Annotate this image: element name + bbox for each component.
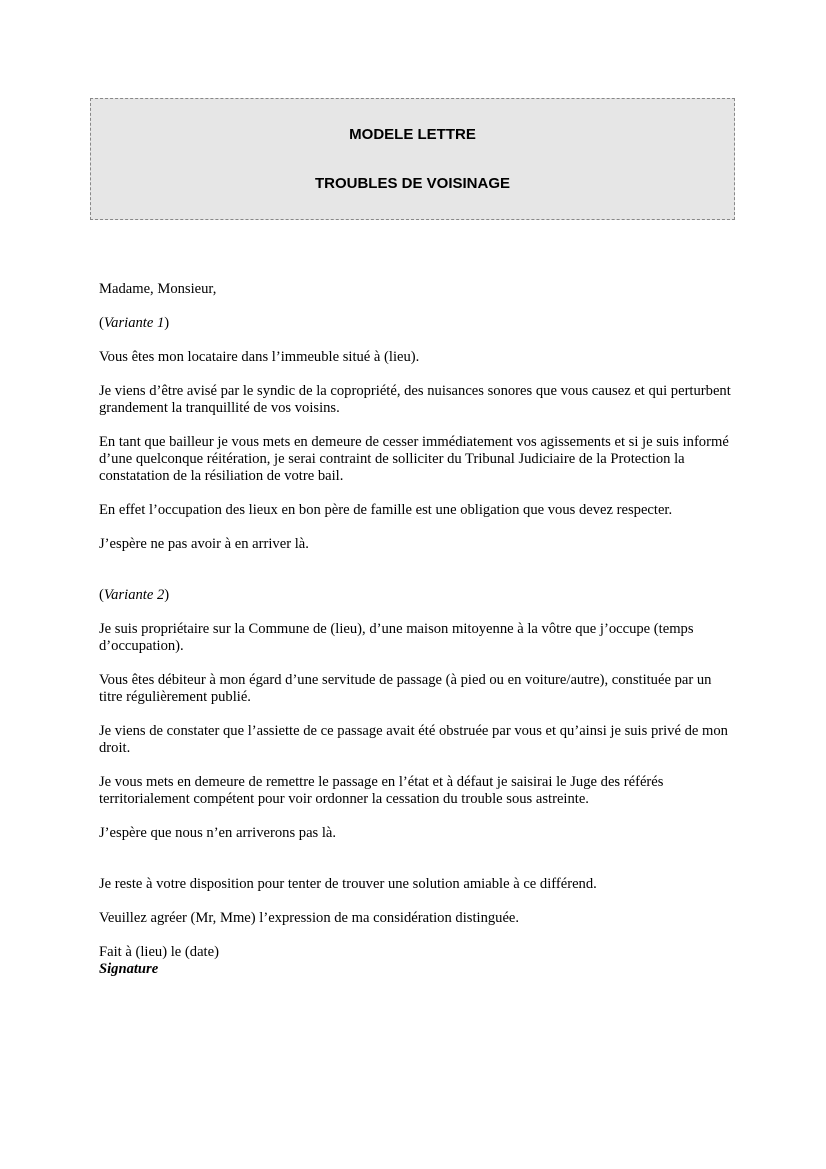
variante-1-heading [99,315,731,332]
paragraph: Je viens de constater que l’assiette de ce passage avait été obstruée par vous et qu’ainsi je suis privé de mon droit. [99,723,728,756]
signature: Signature [99,961,159,977]
salutation: Madame, Monsieur, [99,281,217,297]
variante-2-heading [99,587,731,604]
closing-formula: Veuillez agréer (Mr, Mme) l’expression de ma considération distinguée. [99,910,520,926]
paragraph: J’espère que nous n’en arriverons pas là. [99,825,337,841]
variante-1-close: ) [164,315,170,331]
document-title: MODELE LETTRE [349,126,476,143]
title-box [90,98,735,220]
variante-2-open: ( [99,587,104,603]
paragraph: Vous êtes débiteur à mon égard d’une servitude de passage (à pied ou en voiture/autre), constituée par un titre régulièrement publié. [99,672,712,705]
document-subtitle: TROUBLES DE VOISINAGE [314,175,511,192]
variante-2-close: ) [164,587,170,603]
variante-1-open: ( [99,315,104,331]
variante-2-label: Variante 2 [103,587,165,603]
paragraph: En effet l’occupation des lieux en bon père de famille est une obligation que vous devez respecter. [99,502,673,518]
paragraph: J’espère ne pas avoir à en arriver là. [99,536,309,552]
paragraph: En tant que bailleur je vous mets en demeure de cesser immédiatement vos agissements et si je suis informé d’une quelconque réitération, je serai contraint de solliciter du Tribunal Judiciaire de la Protection la constatation de la résiliation de votre bail. [99,434,729,484]
paragraph: Je viens d’être avisé par le syndic de la copropriété, des nuisances sonores que vous causez et qui perturbent grandement la tranquillité de vos voisins. [99,383,731,416]
paragraph: Je vous mets en demeure de remettre le passage en l’état et à défaut je saisirai le Juge des référés territorialement compétent pour voir ordonner la cessation du trouble sous astreinte. [99,774,664,807]
place-date: Fait à (lieu) le (date) [99,944,219,960]
closing-paragraph: Je reste à votre disposition pour tenter de trouver une solution amiable à ce différend. [99,876,597,892]
paragraph: Vous êtes mon locataire dans l’immeuble situé à (lieu). [99,349,420,365]
letter-body [99,281,731,978]
variante-1-label: Variante 1 [103,315,165,331]
paragraph: Je suis propriétaire sur la Commune de (lieu), d’une maison mitoyenne à la vôtre que j’occupe (temps d’occupation). [99,621,694,654]
